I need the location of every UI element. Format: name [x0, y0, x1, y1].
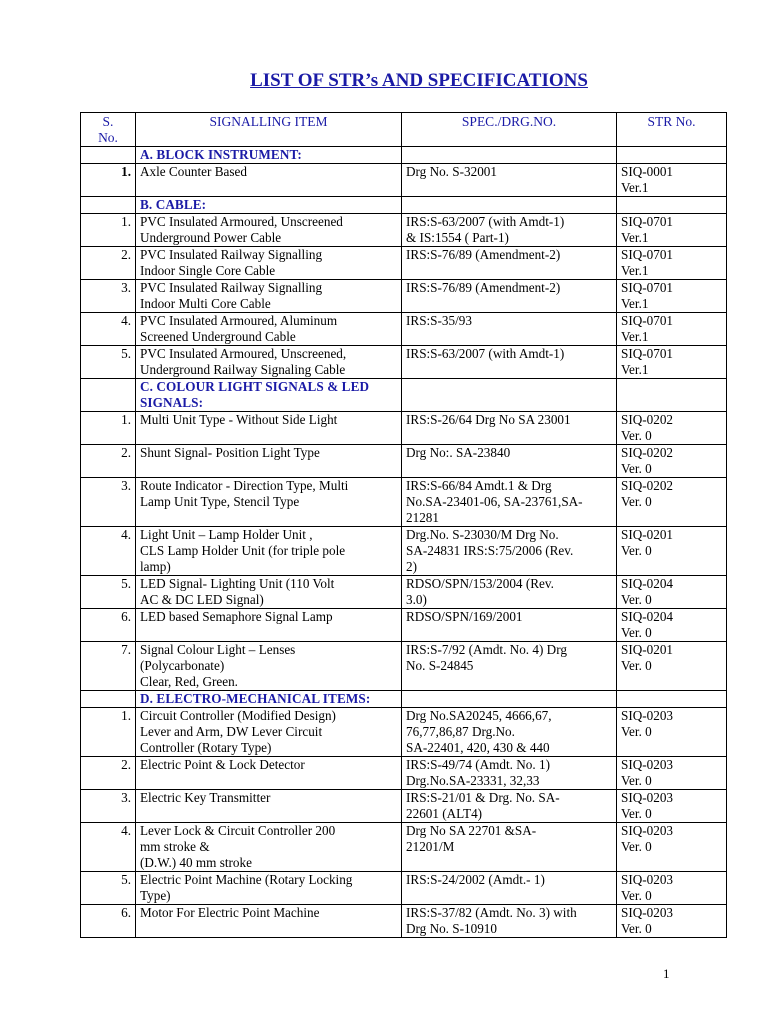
spec-drg-no-cell: RDSO/SPN/169/2001	[402, 609, 617, 642]
spec-drg-no-cell: IRS:S-76/89 (Amendment-2)	[402, 247, 617, 280]
signalling-item-cell: PVC Insulated Armoured, Aluminum Screened Underground Cable	[136, 313, 402, 346]
page-number: 1	[663, 966, 670, 981]
spec-drg-no-cell: IRS:S-49/74 (Amdt. No. 1) Drg.No.SA-23331, 32,33	[402, 757, 617, 790]
str-no-cell: SIQ-0204 Ver. 0	[617, 609, 727, 642]
section-blank-cell	[81, 147, 136, 164]
str-no-cell: SIQ-0202 Ver. 0	[617, 412, 727, 445]
signalling-item-cell: Circuit Controller (Modified Design) Lever and Arm, DW Lever Circuit Controller (Rotary Type)	[136, 708, 402, 757]
header-str-no: STR No.	[617, 113, 727, 147]
signalling-item-cell: LED Signal- Lighting Unit (110 Volt AC & DC LED Signal)	[136, 576, 402, 609]
str-no-cell: SIQ-0203 Ver. 0	[617, 757, 727, 790]
signalling-item-cell: PVC Insulated Armoured, Unscreened, Underground Railway Signaling Cable	[136, 346, 402, 379]
spec-drg-no-cell: IRS:S-63/2007 (with Amdt-1)	[402, 346, 617, 379]
signalling-item-cell: Signal Colour Light – Lenses (Polycarbonate) Clear, Red, Green.	[136, 642, 402, 691]
signalling-item-cell: Route Indicator - Direction Type, Multi Lamp Unit Type, Stencil Type	[136, 478, 402, 527]
spec-drg-no-cell: IRS:S-66/84 Amdt.1 & Drg No.SA-23401-06, SA-23761,SA- 21281	[402, 478, 617, 527]
table-row	[81, 708, 727, 757]
serial-number-cell: 1.	[81, 164, 136, 197]
table-body	[81, 147, 727, 938]
signalling-item-cell: LED based Semaphore Signal Lamp	[136, 609, 402, 642]
spec-drg-no-cell: Drg.No. S-23030/M Drg No. SA-24831 IRS:S:75/2006 (Rev. 2)	[402, 527, 617, 576]
serial-number-cell: 7.	[81, 642, 136, 691]
spec-drg-no-cell: Drg No SA 22701 &SA- 21201/M	[402, 823, 617, 872]
spec-drg-no-cell: RDSO/SPN/153/2004 (Rev. 3.0)	[402, 576, 617, 609]
str-no-cell: SIQ-0701 Ver.1	[617, 214, 727, 247]
table-row	[81, 790, 727, 823]
table-row	[81, 757, 727, 790]
signalling-item-cell: Shunt Signal- Position Light Type	[136, 445, 402, 478]
section-heading-row	[81, 379, 727, 412]
header-sno: S. No.	[81, 113, 136, 147]
table-row	[81, 445, 727, 478]
spec-drg-no-cell: IRS:S-63/2007 (with Amdt-1) & IS:1554 ( Part-1)	[402, 214, 617, 247]
serial-number-cell: 6.	[81, 905, 136, 938]
section-heading: A. BLOCK INSTRUMENT:	[136, 147, 402, 164]
serial-number-cell: 2.	[81, 757, 136, 790]
serial-number-cell: 1.	[81, 708, 136, 757]
table-row	[81, 164, 727, 197]
table-row	[81, 478, 727, 527]
table-row	[81, 313, 727, 346]
section-blank-cell	[81, 691, 136, 708]
serial-number-cell: 5.	[81, 872, 136, 905]
section-blank-cell	[402, 691, 617, 708]
table-row	[81, 280, 727, 313]
signalling-item-cell: Multi Unit Type - Without Side Light	[136, 412, 402, 445]
section-heading-row	[81, 147, 727, 164]
section-heading: B. CABLE:	[136, 197, 402, 214]
signalling-item-cell: Lever Lock & Circuit Controller 200 mm stroke & (D.W.) 40 mm stroke	[136, 823, 402, 872]
table-row	[81, 576, 727, 609]
section-blank-cell	[81, 197, 136, 214]
str-no-cell: SIQ-0701 Ver.1	[617, 346, 727, 379]
str-no-cell: SIQ-0701 Ver.1	[617, 280, 727, 313]
section-heading-row	[81, 691, 727, 708]
table-row	[81, 214, 727, 247]
section-blank-cell	[81, 379, 136, 412]
table-row	[81, 609, 727, 642]
serial-number-cell: 1.	[81, 214, 136, 247]
header-signalling-item: SIGNALLING ITEM	[136, 113, 402, 147]
serial-number-cell: 5.	[81, 576, 136, 609]
str-no-cell: SIQ-0203 Ver. 0	[617, 872, 727, 905]
table-row	[81, 905, 727, 938]
str-no-cell: SIQ-0201 Ver. 0	[617, 642, 727, 691]
serial-number-cell: 2.	[81, 445, 136, 478]
section-blank-cell	[402, 147, 617, 164]
signalling-item-cell: PVC Insulated Railway Signalling Indoor Single Core Cable	[136, 247, 402, 280]
signalling-item-cell: Electric Point & Lock Detector	[136, 757, 402, 790]
serial-number-cell: 3.	[81, 280, 136, 313]
section-blank-cell	[617, 197, 727, 214]
str-no-cell: SIQ-0202 Ver. 0	[617, 478, 727, 527]
table-row	[81, 247, 727, 280]
str-no-cell: SIQ-0701 Ver.1	[617, 313, 727, 346]
serial-number-cell: 4.	[81, 313, 136, 346]
serial-number-cell: 1.	[81, 412, 136, 445]
spec-drg-no-cell: Drg No. S-32001	[402, 164, 617, 197]
signalling-item-cell: Electric Point Machine (Rotary Locking Type)	[136, 872, 402, 905]
str-no-cell: SIQ-0203 Ver. 0	[617, 905, 727, 938]
str-no-cell: SIQ-0202 Ver. 0	[617, 445, 727, 478]
table-row	[81, 823, 727, 872]
spec-drg-no-cell: IRS:S-35/93	[402, 313, 617, 346]
str-no-cell: SIQ-0203 Ver. 0	[617, 790, 727, 823]
serial-number-cell: 3.	[81, 478, 136, 527]
signalling-item-cell: Axle Counter Based	[136, 164, 402, 197]
header-spec-drg-no: SPEC./DRG.NO.	[402, 113, 617, 147]
section-heading-row	[81, 197, 727, 214]
serial-number-cell: 2.	[81, 247, 136, 280]
specifications-table	[80, 112, 727, 938]
spec-drg-no-cell: IRS:S-76/89 (Amendment-2)	[402, 280, 617, 313]
spec-drg-no-cell: IRS:S-7/92 (Amdt. No. 4) Drg No. S-24845	[402, 642, 617, 691]
signalling-item-cell: PVC Insulated Railway Signalling Indoor Multi Core Cable	[136, 280, 402, 313]
spec-drg-no-cell: IRS:S-37/82 (Amdt. No. 3) with Drg No. S-10910	[402, 905, 617, 938]
str-no-cell: SIQ-0203 Ver. 0	[617, 823, 727, 872]
table-row	[81, 346, 727, 379]
table-row	[81, 642, 727, 691]
signalling-item-cell: Electric Key Transmitter	[136, 790, 402, 823]
serial-number-cell: 4.	[81, 527, 136, 576]
section-blank-cell	[402, 197, 617, 214]
section-blank-cell	[402, 379, 617, 412]
section-blank-cell	[617, 691, 727, 708]
signalling-item-cell: Motor For Electric Point Machine	[136, 905, 402, 938]
table-header-row	[81, 113, 727, 147]
page-title: LIST OF STR’s AND SPECIFICATIONS	[250, 70, 588, 91]
str-no-cell: SIQ-0701 Ver.1	[617, 247, 727, 280]
spec-drg-no-cell: IRS:S-24/2002 (Amdt.- 1)	[402, 872, 617, 905]
signalling-item-cell: PVC Insulated Armoured, Unscreened Underground Power Cable	[136, 214, 402, 247]
serial-number-cell: 6.	[81, 609, 136, 642]
str-no-cell: SIQ-0204 Ver. 0	[617, 576, 727, 609]
spec-drg-no-cell: Drg No:. SA-23840	[402, 445, 617, 478]
str-no-cell: SIQ-0203 Ver. 0	[617, 708, 727, 757]
spec-drg-no-cell: IRS:S-21/01 & Drg. No. SA- 22601 (ALT4)	[402, 790, 617, 823]
table-row	[81, 872, 727, 905]
section-blank-cell	[617, 147, 727, 164]
serial-number-cell: 4.	[81, 823, 136, 872]
section-heading: D. ELECTRO-MECHANICAL ITEMS:	[136, 691, 402, 708]
section-heading: C. COLOUR LIGHT SIGNALS & LED SIGNALS:	[136, 379, 402, 412]
table-row	[81, 412, 727, 445]
section-blank-cell	[617, 379, 727, 412]
spec-drg-no-cell: IRS:S-26/64 Drg No SA 23001	[402, 412, 617, 445]
str-no-cell: SIQ-0201 Ver. 0	[617, 527, 727, 576]
signalling-item-cell: Light Unit – Lamp Holder Unit , CLS Lamp Holder Unit (for triple pole lamp)	[136, 527, 402, 576]
serial-number-cell: 5.	[81, 346, 136, 379]
table-row	[81, 527, 727, 576]
str-no-cell: SIQ-0001 Ver.1	[617, 164, 727, 197]
spec-drg-no-cell: Drg No.SA20245, 4666,67, 76,77,86,87 Drg.No. SA-22401, 420, 430 & 440	[402, 708, 617, 757]
serial-number-cell: 3.	[81, 790, 136, 823]
